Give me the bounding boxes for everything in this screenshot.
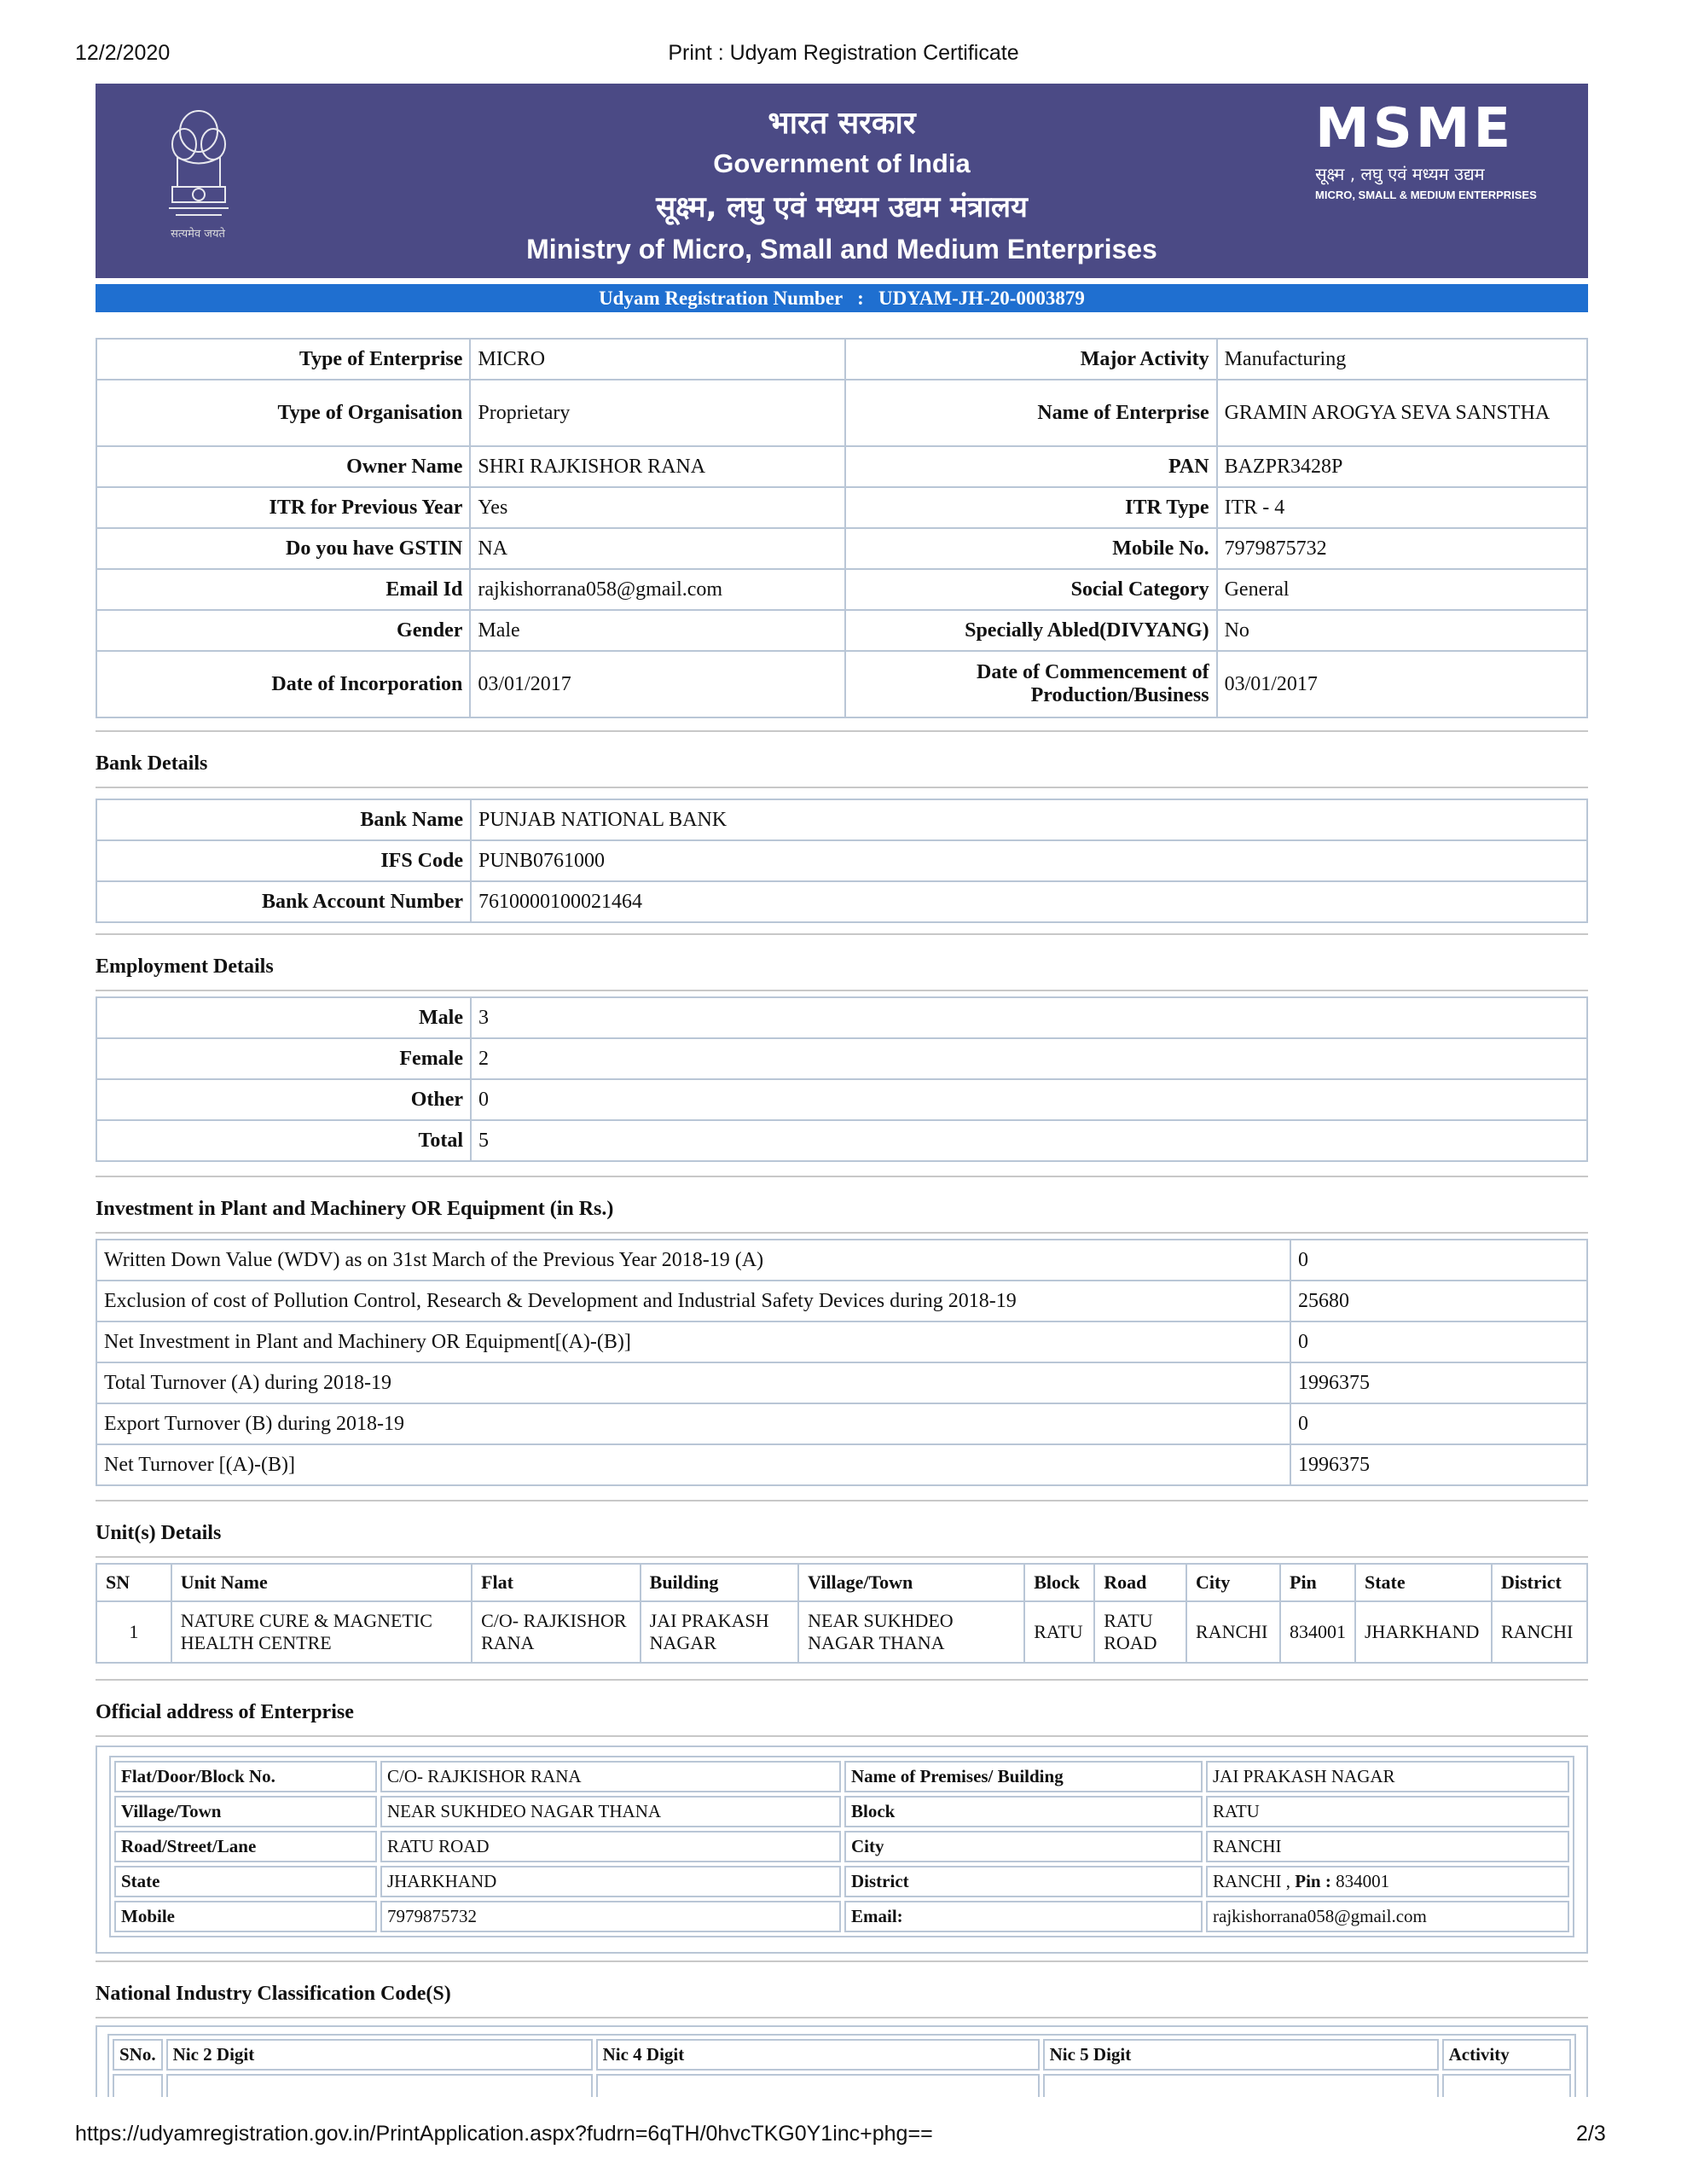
table-row	[96, 1601, 1587, 1663]
field-label: Type of Enterprise	[96, 339, 470, 380]
section-title: Employment Details	[96, 956, 274, 978]
registration-number-bar	[96, 284, 1588, 312]
field-label: Specially Abled(DIVYANG)	[845, 610, 1217, 651]
investment-heading	[96, 1172, 1588, 1240]
table-row	[96, 1281, 1587, 1321]
column-header: Block	[1024, 1564, 1094, 1601]
field-value: MICRO	[470, 339, 845, 380]
column-header: Village/Town	[798, 1564, 1024, 1601]
field-value: 2	[471, 1038, 1587, 1079]
registration-number: UDYAM-JH-20-0003879	[878, 288, 1085, 309]
nic-table	[107, 2034, 1576, 2097]
column-header: Road	[1094, 1564, 1186, 1601]
official-address-box	[96, 1745, 1588, 1954]
field-value: General	[1217, 569, 1587, 610]
field-label: Email Id	[96, 569, 470, 610]
table-cell	[113, 2074, 163, 2097]
msme-logo-text: MSME	[1315, 97, 1515, 160]
table-row	[96, 380, 1587, 446]
field-value: RANCHI	[1206, 1831, 1569, 1862]
field-value: 1996375	[1290, 1444, 1587, 1485]
column-header: SN	[96, 1564, 171, 1601]
table-cell	[1043, 2074, 1439, 2097]
table-cell: NATURE CURE & MAGNETIC HEALTH CENTRE	[171, 1601, 472, 1663]
table-row	[114, 1761, 1569, 1792]
table-row	[96, 1038, 1587, 1079]
field-label: Net Turnover [(A)-(B)]	[96, 1444, 1290, 1485]
column-header: Activity	[1442, 2039, 1571, 2071]
nic-box	[96, 2025, 1588, 2097]
field-label: Social Category	[845, 569, 1217, 610]
field-value: Manufacturing	[1217, 339, 1587, 380]
investment-table	[96, 1239, 1588, 1486]
field-label: Type of Organisation	[96, 380, 470, 446]
table-cell: 834001	[1280, 1601, 1355, 1663]
field-label: Female	[96, 1038, 471, 1079]
govt-title: Government of India	[713, 148, 971, 178]
section-title: Investment in Plant and Machinery OR Equipment (in Rs.)	[96, 1198, 614, 1220]
table-row	[113, 2074, 1571, 2097]
ministry-hindi-title: सूक्ष्म, लघु एवं मध्यम उद्यम मंत्रालय	[656, 190, 1028, 224]
table-row	[96, 487, 1587, 528]
section-title: National Industry Classification Code(S)	[96, 1983, 451, 2005]
field-label: Road/Street/Lane	[114, 1831, 377, 1862]
table-cell: C/O- RAJKISHOR RANA	[472, 1601, 641, 1663]
field-value: 7979875732	[1217, 528, 1587, 569]
bank-details-heading	[96, 727, 1588, 795]
table-cell	[596, 2074, 1040, 2097]
table-row	[114, 1866, 1569, 1897]
field-label: Name of Premises/ Building	[844, 1761, 1203, 1792]
table-cell: RANCHI	[1492, 1601, 1587, 1663]
page-number: 2/3	[1576, 2122, 1606, 2146]
nic-heading	[96, 1957, 1588, 2025]
field-value: 25680	[1290, 1281, 1587, 1321]
field-value: 3	[471, 997, 1587, 1038]
field-value: JHARKHAND	[380, 1866, 841, 1897]
table-cell: RATU ROAD	[1094, 1601, 1186, 1663]
table-row	[114, 1901, 1569, 1932]
column-header: Unit Name	[171, 1564, 472, 1601]
table-row	[96, 651, 1587, 717]
msme-logo-english: MICRO, SMALL & MEDIUM ENTERPRISES	[1315, 189, 1537, 201]
field-value: 5	[471, 1120, 1587, 1161]
field-value: NEAR SUKHDEO NAGAR THANA	[380, 1796, 841, 1827]
table-header-row	[113, 2039, 1571, 2071]
table-row	[114, 1796, 1569, 1827]
column-header: Pin	[1280, 1564, 1355, 1601]
table-header-row	[96, 1564, 1587, 1601]
registration-label: Udyam Registration Number	[599, 288, 843, 309]
table-row	[114, 1831, 1569, 1862]
field-label: Flat/Door/Block No.	[114, 1761, 377, 1792]
print-header	[0, 41, 1687, 67]
field-label: Exclusion of cost of Pollution Control, Research & Development and Industrial Safety Devices during 2018-19	[96, 1281, 1290, 1321]
field-value: BAZPR3428P	[1217, 446, 1587, 487]
section-title: Bank Details	[96, 752, 208, 775]
table-row	[96, 1120, 1587, 1161]
column-header: Nic 4 Digit	[596, 2039, 1040, 2071]
table-cell: JAI PRAKASH NAGAR	[641, 1601, 799, 1663]
field-label: Date of Commencement of Production/Business	[845, 651, 1217, 717]
field-label: Net Investment in Plant and Machinery OR Equipment[(A)-(B)]	[96, 1321, 1290, 1362]
field-value: PUNB0761000	[471, 840, 1587, 881]
field-label: Major Activity	[845, 339, 1217, 380]
table-cell: JHARKHAND	[1355, 1601, 1492, 1663]
field-value: 03/01/2017	[470, 651, 845, 717]
field-value: 7610000100021464	[471, 881, 1587, 922]
table-cell	[1442, 2074, 1571, 2097]
field-value: Yes	[470, 487, 845, 528]
govt-hindi-title: भारत सरकार	[768, 106, 916, 141]
field-label: Do you have GSTIN	[96, 528, 470, 569]
official-address-table	[109, 1756, 1574, 1937]
field-label: City	[844, 1831, 1203, 1862]
field-label: Gender	[96, 610, 470, 651]
ministry-title: Ministry of Micro, Small and Medium Enterprises	[526, 234, 1157, 264]
print-title: Print : Udyam Registration Certificate	[668, 41, 1019, 65]
field-value: RATU	[1206, 1796, 1569, 1827]
enterprise-details-table	[96, 338, 1588, 718]
field-value: PUNJAB NATIONAL BANK	[471, 799, 1587, 840]
field-label: Village/Town	[114, 1796, 377, 1827]
table-row	[96, 446, 1587, 487]
field-value: RATU ROAD	[380, 1831, 841, 1862]
pin-value: 834001	[1336, 1871, 1390, 1891]
column-header: State	[1355, 1564, 1492, 1601]
field-label: Written Down Value (WDV) as on 31st March of the Previous Year 2018-19 (A)	[96, 1240, 1290, 1281]
table-cell: NEAR SUKHDEO NAGAR THANA	[798, 1601, 1024, 1663]
emblem-caption: सत्यमेव जयते	[171, 228, 225, 241]
column-header: City	[1186, 1564, 1280, 1601]
field-value: No	[1217, 610, 1587, 651]
employment-details-table	[96, 996, 1588, 1162]
employment-details-heading	[96, 930, 1588, 998]
bank-details-table	[96, 799, 1588, 923]
section-title: Official address of Enterprise	[96, 1701, 354, 1723]
column-header: Flat	[472, 1564, 641, 1601]
table-cell	[166, 2074, 593, 2097]
field-value: Proprietary	[470, 380, 845, 446]
field-label: Export Turnover (B) during 2018-19	[96, 1403, 1290, 1444]
field-label: ITR Type	[845, 487, 1217, 528]
table-row	[96, 339, 1587, 380]
field-label: Date of Incorporation	[96, 651, 470, 717]
field-value: 0	[1290, 1403, 1587, 1444]
table-row	[96, 840, 1587, 881]
field-label: Owner Name	[96, 446, 470, 487]
field-label: State	[114, 1866, 377, 1897]
table-row	[96, 1362, 1587, 1403]
table-row	[96, 569, 1587, 610]
field-value	[1206, 1866, 1569, 1897]
field-label: PAN	[845, 446, 1217, 487]
table-row	[96, 997, 1587, 1038]
table-row	[96, 881, 1587, 922]
field-label: Male	[96, 997, 471, 1038]
field-label: ITR for Previous Year	[96, 487, 470, 528]
field-label: IFS Code	[96, 840, 471, 881]
column-header: District	[1492, 1564, 1587, 1601]
msme-logo-hindi: सूक्ष्म , लघु एवं मध्यम उद्यम	[1315, 164, 1485, 184]
field-value: C/O- RAJKISHOR RANA	[380, 1761, 841, 1792]
field-value: SHRI RAJKISHOR RANA	[470, 446, 845, 487]
govt-banner	[96, 84, 1588, 278]
table-row	[96, 528, 1587, 569]
table-row	[96, 610, 1587, 651]
field-label: Block	[844, 1796, 1203, 1827]
field-value: 1996375	[1290, 1362, 1587, 1403]
table-cell: RATU	[1024, 1601, 1094, 1663]
table-row	[96, 1444, 1587, 1485]
registration-separator: :	[857, 288, 864, 309]
field-label: Total Turnover (A) during 2018-19	[96, 1362, 1290, 1403]
field-value: 0	[1290, 1240, 1587, 1281]
field-value: Male	[470, 610, 845, 651]
field-label: Email:	[844, 1901, 1203, 1932]
field-label: District	[844, 1866, 1203, 1897]
unit-details-table	[96, 1563, 1588, 1664]
field-label: Mobile No.	[845, 528, 1217, 569]
table-cell: RANCHI	[1186, 1601, 1280, 1663]
table-row	[96, 1403, 1587, 1444]
field-value: 0	[471, 1079, 1587, 1120]
unit-details-heading	[96, 1496, 1588, 1565]
table-cell: 1	[96, 1601, 171, 1663]
field-label: Other	[96, 1079, 471, 1120]
field-value: GRAMIN AROGYA SEVA SANSTHA	[1217, 380, 1587, 446]
field-label: Total	[96, 1120, 471, 1161]
msme-logo	[1315, 99, 1545, 201]
field-value: rajkishorrana058@gmail.com	[1206, 1901, 1569, 1932]
column-header: Nic 5 Digit	[1043, 2039, 1439, 2071]
field-value: 03/01/2017	[1217, 651, 1587, 717]
field-label: Bank Name	[96, 799, 471, 840]
field-value: NA	[470, 528, 845, 569]
field-value: 0	[1290, 1321, 1587, 1362]
district-value: RANCHI ,	[1213, 1871, 1291, 1891]
field-label: Bank Account Number	[96, 881, 471, 922]
column-header: SNo.	[113, 2039, 163, 2071]
column-header: Building	[641, 1564, 799, 1601]
official-address-heading	[96, 1676, 1588, 1744]
field-value: JAI PRAKASH NAGAR	[1206, 1761, 1569, 1792]
section-title: Unit(s) Details	[96, 1522, 222, 1544]
field-value: 7979875732	[380, 1901, 841, 1932]
field-label: Mobile	[114, 1901, 377, 1932]
footer-url: https://udyamregistration.gov.in/PrintApplication.aspx?fudrn=6qTH/0hvcTKG0Y1inc+phg==	[75, 2122, 933, 2146]
print-date: 12/2/2020	[75, 41, 171, 65]
table-row	[96, 799, 1587, 840]
field-label: Name of Enterprise	[845, 380, 1217, 446]
table-row	[96, 1240, 1587, 1281]
pin-label: Pin :	[1295, 1871, 1331, 1891]
column-header: Nic 2 Digit	[166, 2039, 593, 2071]
field-value: rajkishorrana058@gmail.com	[470, 569, 845, 610]
table-row	[96, 1321, 1587, 1362]
table-row	[96, 1079, 1587, 1120]
field-value: ITR - 4	[1217, 487, 1587, 528]
